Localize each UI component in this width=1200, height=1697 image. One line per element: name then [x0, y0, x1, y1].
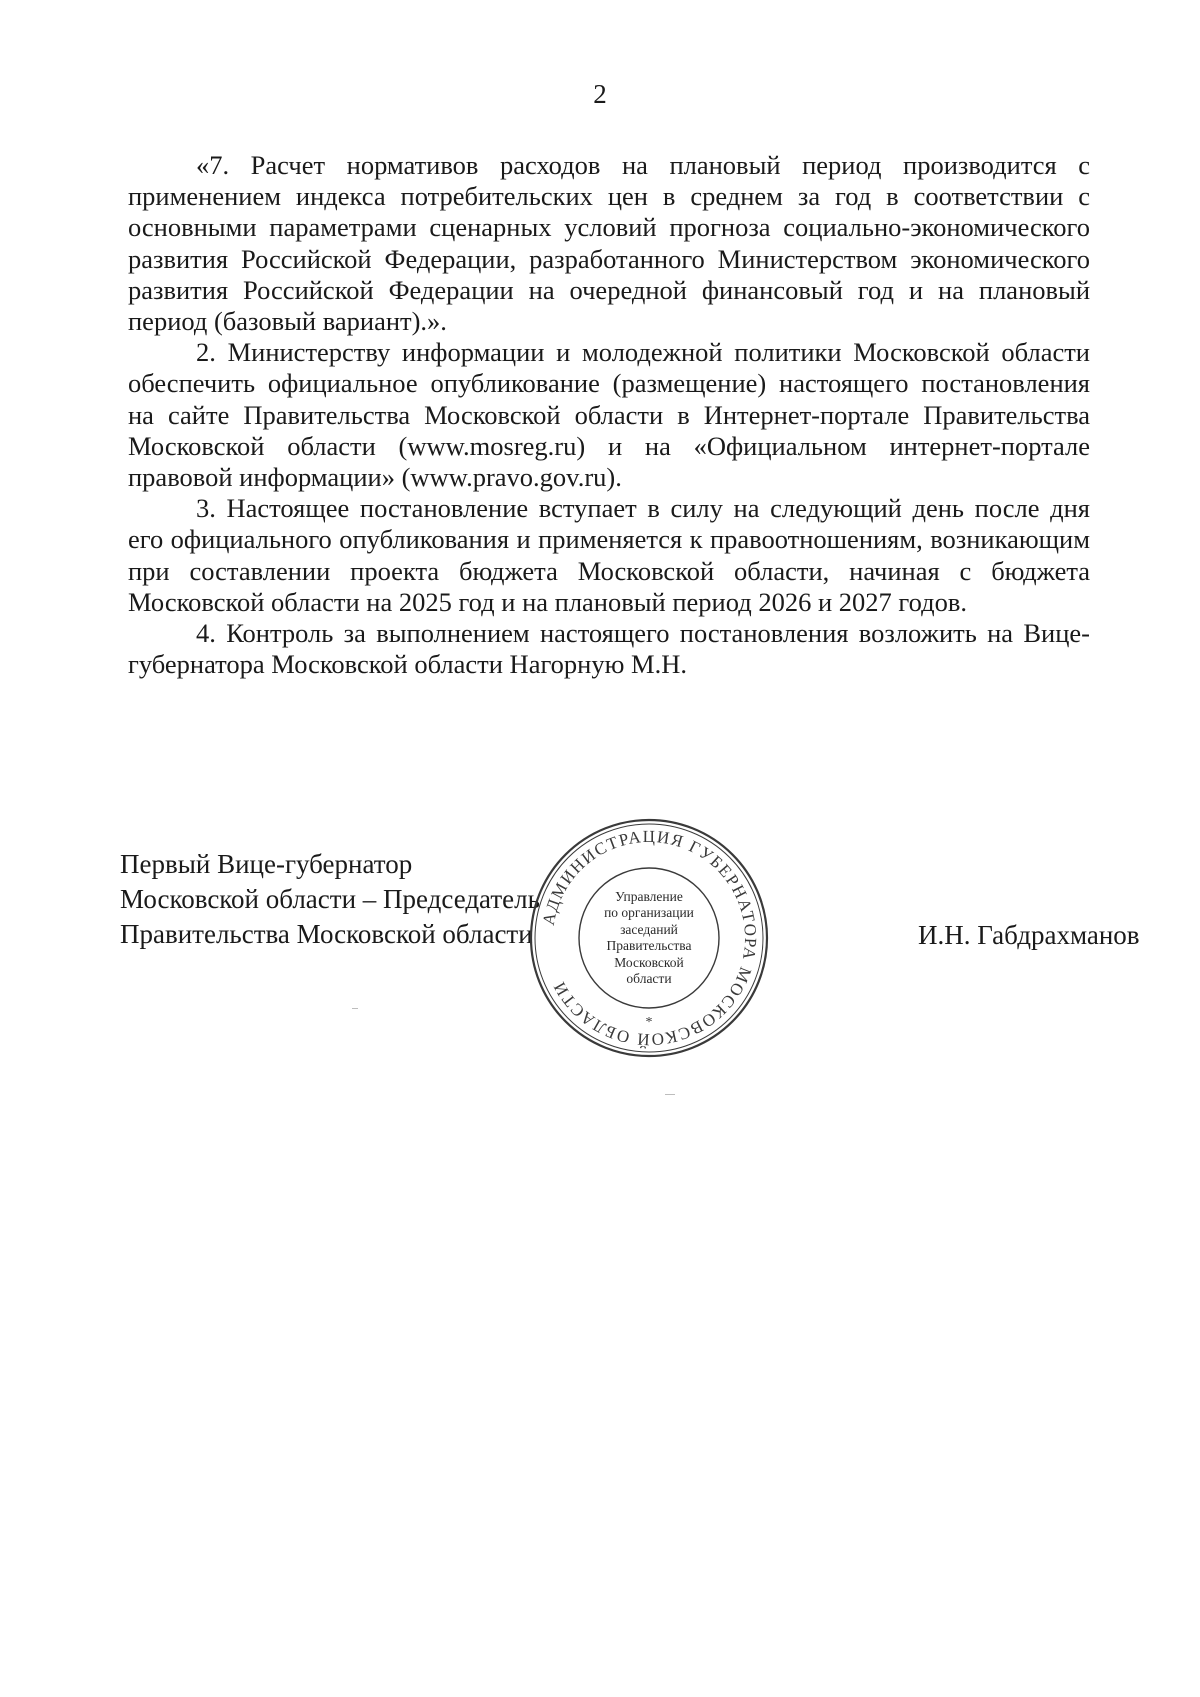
official-stamp: [525, 814, 773, 1062]
page-number: 2: [593, 79, 607, 109]
paragraph-item-4: 4. Контроль за выполнением настоящего постановления возложить на Вице-губернатора Московской области Нагорную М.Н.: [128, 618, 1090, 680]
signatory-position: [120, 847, 540, 952]
signatory-name: И.Н. Габдрахманов: [918, 920, 1140, 950]
stamp-line: области: [626, 971, 672, 986]
stamp-star: *: [645, 1015, 653, 1030]
stamp-line: заседаний: [620, 921, 678, 937]
stamp-center-text: [583, 872, 715, 1004]
stamp-line: Управление: [615, 888, 683, 904]
paragraph-item-3: 3. Настоящее постановление вступает в силу на следующий день после дня его официального опубликования и применяется к правоотношениям, возникающим при составлении проекта бюджета Московской области, начиная с бюджета Московской области на 2025 год и на плановый период 2026 и 2027 годов.: [128, 493, 1090, 617]
paragraph-clause-7: «7. Расчет нормативов расходов на плановый период производится с применением индекса потребительских цен в среднем за год в соответствии с основными параметрами сценарных условий прогноза социально-экономического развития Российской Федерации, разработанного Министерством экономического развития Российской Федерации на очередной финансовый год и на плановый период (базовый вариант).».: [128, 150, 1090, 337]
scan-speck: [665, 1094, 675, 1095]
stamp-line: по организации: [604, 905, 694, 920]
signatory-position-line: Правительства Московской области: [120, 919, 533, 949]
paragraph-item-2: 2. Министерству информации и молодежной политики Московской области обеспечить официальное опубликование (размещение) настоящего постановления на сайте Правительства Московской области в Интернет-портале Правительства Московской области (www.mosreg.ru) и на «Официальном интернет-портале правовой информации» (www.pravo.gov.ru).: [128, 337, 1090, 493]
document-body: [128, 150, 1090, 680]
signatory-position-line: Первый Вице-губернатор: [120, 849, 413, 879]
scan-speck: [352, 1008, 358, 1009]
stamp-line: Правительства: [606, 938, 692, 953]
signatory-position-line: Московской области – Председатель: [120, 884, 540, 914]
stamp-ring-text: АДМИНИСТРАЦИЯ ГУБЕРНАТОРА МОСКОВСКОЙ ОБЛАСТИ: [538, 826, 761, 1050]
stamp-line: Московской: [614, 954, 684, 970]
